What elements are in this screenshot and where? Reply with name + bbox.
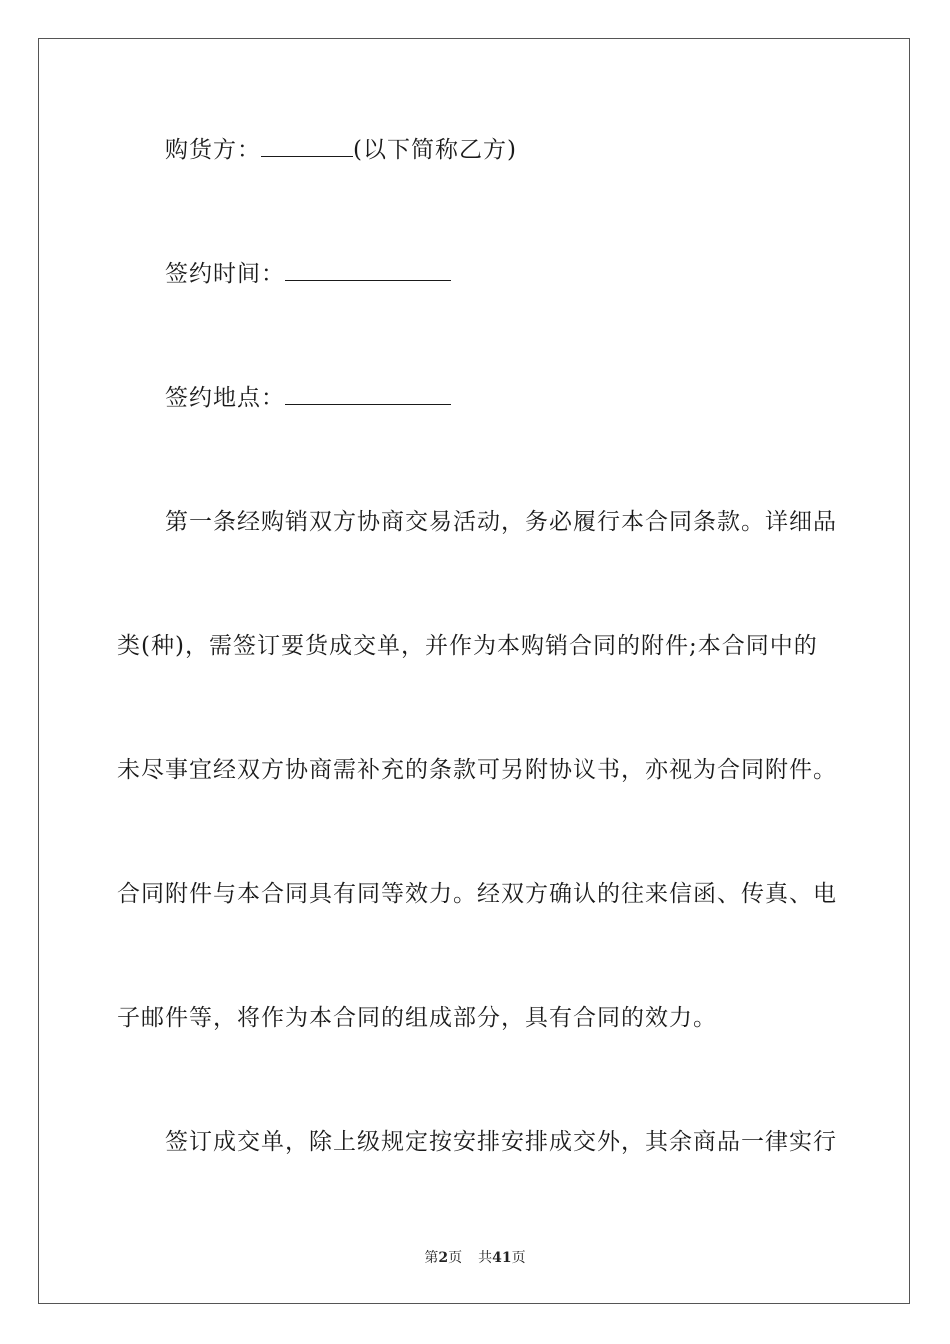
body-line-1: 第一条经购销双方协商交易活动，务必履行本合同条款。详细品 xyxy=(165,509,837,535)
buyer-field xyxy=(165,135,517,165)
page-frame xyxy=(38,38,910,1304)
signing-time-label: 签约时间： xyxy=(165,261,285,287)
signing-place-blank xyxy=(285,384,451,405)
signing-place-field xyxy=(165,383,451,413)
page-footer xyxy=(0,1247,950,1267)
signing-time-field xyxy=(165,259,451,289)
signing-time-blank xyxy=(285,260,451,281)
buyer-suffix: (以下简称乙方) xyxy=(353,137,517,163)
page-current: 2 xyxy=(438,1250,449,1266)
body-line-6: 签订成交单，除上级规定按安排安排成交外，其余商品一律实行 xyxy=(165,1129,837,1155)
body-line-5: 子邮件等，将作为本合同的组成部分，具有合同的效力。 xyxy=(117,1005,717,1031)
body-line-2: 类(种)，需签订要货成交单，并作为本购销合同的附件;本合同中的 xyxy=(117,633,818,659)
body-line-3: 未尽事宜经双方协商需补充的条款可另附协议书，亦视为合同附件。 xyxy=(117,757,837,783)
body-line-4: 合同附件与本合同具有同等效力。经双方确认的往来信函、传真、电 xyxy=(117,881,837,907)
signing-place-label: 签约地点： xyxy=(165,385,285,411)
page-suffix: 页 xyxy=(448,1250,463,1266)
page-total: 41 xyxy=(492,1250,512,1266)
total-prefix: 共 xyxy=(478,1250,493,1266)
total-suffix: 页 xyxy=(511,1250,526,1266)
buyer-label: 购货方： xyxy=(165,137,261,163)
page-prefix: 第 xyxy=(424,1250,439,1266)
buyer-blank xyxy=(261,136,353,157)
